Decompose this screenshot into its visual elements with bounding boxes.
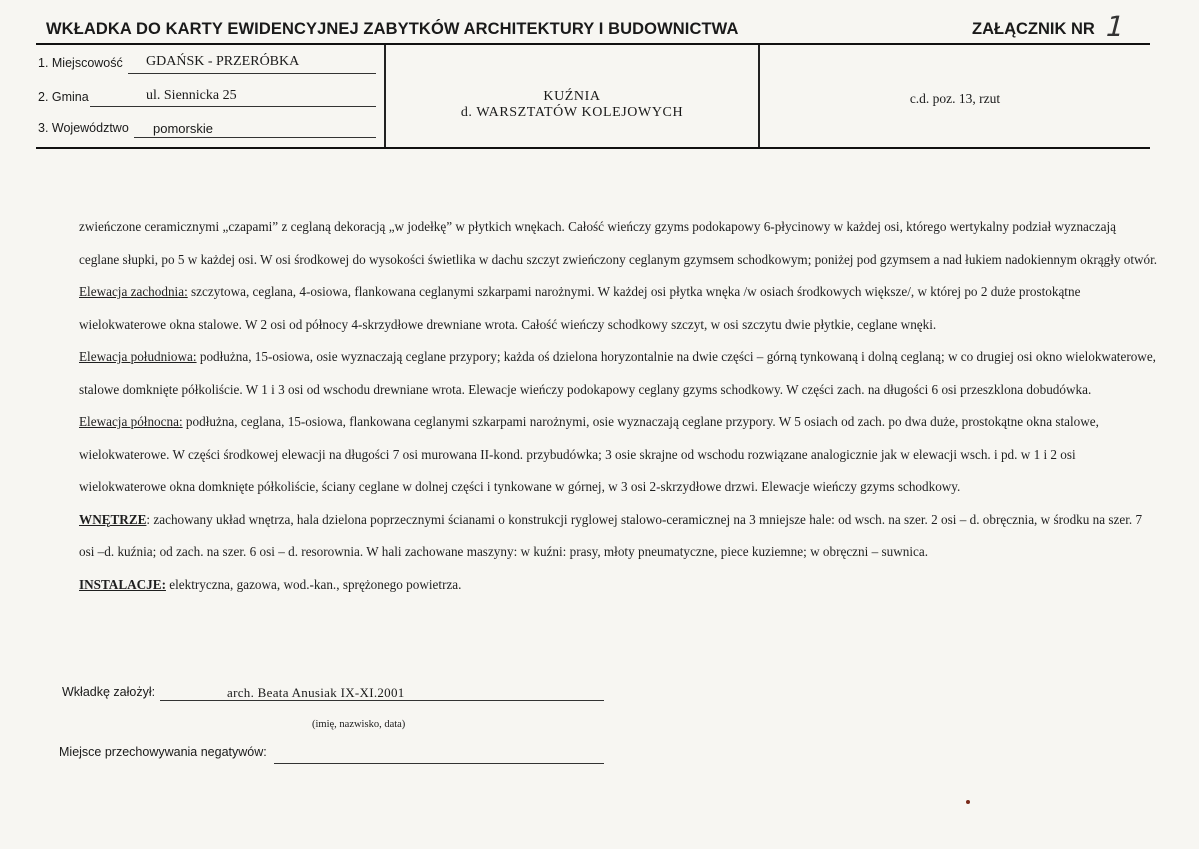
object-subname: d. WARSZTATÓW KOLEJOWYCH [460,105,684,120]
info-box-bottom-rule [36,147,1150,149]
author-hint: (imię, nazwisko, data) [312,719,406,730]
commune-value: ul. Siennicka 25 [146,88,237,103]
negatives-underline [274,763,604,764]
north-elevation-paragraph [79,406,1159,504]
description-paragraph: zwieńczone ceramicznymi „czapami” z ceglaną dekoracją „w jodełkę” w płytkich wnękach. Całość wieńczy gzyms podokapowy 6-płycinowy w każdej osi, którego wertykalny podział wyznaczają ceglane słupki, po 5 w każdej osi. W osi środkowej do wysokości świetlika w dachu szczyt zwieńczony ceglanym gzymsem schodkowym; poniżej pod gzymsem a nad łukiem nadokiennym okrągły otwór. [79,219,1158,267]
west-elevation-paragraph [79,276,1159,341]
west-elevation-text: szczytowa, ceglana, 4-osiowa, flankowana ceglanymi szkarpami narożnymi. W każdej osi płytka wnęka /w osiach środkowych większe/, w której po 2 duże prostokątne wielokwaterowe okna stalowe. W 2 osi od północy 4-skrzydłowe drewniane wrota. Całość wieńczy schodkowy szczyt, w osi szczytu dwie płytkie, ceglane wnęki. [79,284,1081,332]
south-elevation-label: Elewacja południowa: [79,349,197,364]
ink-dot [966,800,970,804]
object-reference: c.d. poz. 13, rzut [909,91,1001,106]
description-body [79,211,1159,601]
voivodeship-underline [134,137,376,138]
attachment-label: ZAŁĄCZNIK NR [972,20,1095,38]
interior-label: WNĘTRZE [79,511,147,527]
author-value: arch. Beata Anusiak IX-XI.2001 [227,685,405,700]
installations-label: INSTALACJE: [79,576,166,592]
north-elevation-label: Elewacja północna: [79,414,183,429]
author-underline [160,700,604,701]
south-elevation-text: podłużna, 15-osiowa, osie wyznaczają ceglane przypory; każda oś dzielona horyzontalnie na dwie części – górną tynkowaną i dolną ceglaną; w co drugiej osi okno wielokwaterowe, stalowe domknięte półkoliście. W 1 i 3 osi od wschodu drewniane wrota. Elewacje wieńczy podokapowy ceglany gzyms schodkowy. W części zach. na długości 6 osi przeszklona dobudówka. [79,349,1156,397]
installations-text: elektryczna, gazowa, wod.-kan., sprężonego powietrza. [165,576,462,592]
author-label: Wkładkę założył: [62,685,156,699]
object-name: KUŹNIA [543,89,601,104]
voivodeship-label: 3. Województwo [38,121,129,135]
negatives-label: Miejsce przechowywania negatywów: [59,745,267,759]
commune-label: 2. Gmina [38,90,89,104]
installations-paragraph [79,569,1159,602]
place-value: GDAŃSK - PRZERÓBKA [146,54,300,69]
header-rule [36,43,1150,45]
west-elevation-label: Elewacja zachodnia: [79,284,188,299]
south-elevation-paragraph [79,341,1159,406]
voivodeship-value: pomorskie [153,121,213,136]
place-label: 1. Miejscowość [38,56,123,70]
document-title: WKŁADKA DO KARTY EWIDENCYJNEJ ZABYTKÓW ARCHITEKTURY I BUDOWNICTWA [46,20,739,38]
place-underline [128,73,376,74]
interior-paragraph [79,504,1159,569]
attachment-number: 1 [1101,10,1128,43]
north-elevation-text: podłużna, ceglana, 15-osiowa, flankowana ceglanymi szkarpami narożnymi, osie wyznaczają ceglane przypory. W 5 osiach od zach. po dwa duże, prostokątne okna stalowe, wielokwaterowe. W części środkowej elewacji na długości 7 osi murowana II-kond. przybudówka; 3 osie skrajne od wschodu rozwiązane analogicznie jak w elewacji wsch. i pd. w 1 i 2 osi wielokwaterowe okna domknięte półkoliście, ściany ceglane w dolnej części i tynkowane w górnej, w 3 osi 2-skrzydłowe drzwi. Elewacje wieńczy gzyms schodkowy. [79,414,1099,494]
commune-underline [90,106,376,107]
interior-text: : zachowany układ wnętrza, hala dzielona poprzecznymi ścianami o konstrukcji ryglowej stalowo-ceramicznej na 3 mniejsze hale: od wsch. na szer. 2 osi – d. obręcznia, w środku na szer. 7 osi –d. kuźnia; od zach. na szer. 6 osi – d. resorownia. W hali zachowane maszyny: w kuźni: prasy, młoty pneumatyczne, piece kuziemne; w obręczni – suwnica. [79,511,1143,559]
